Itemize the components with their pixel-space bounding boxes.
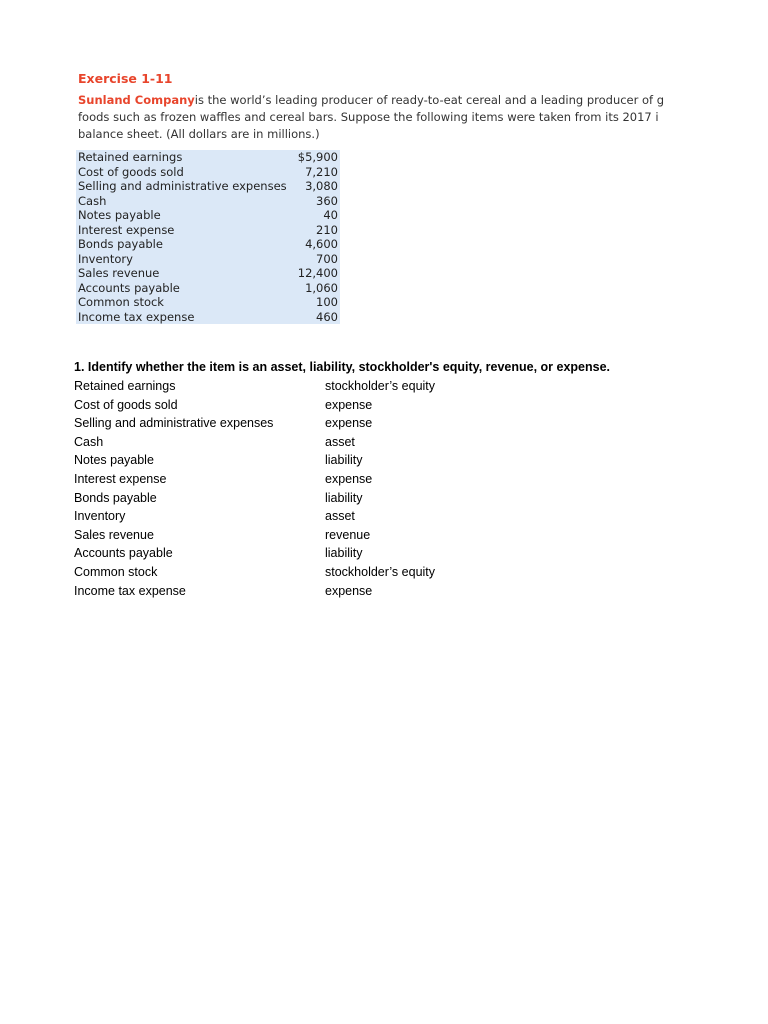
answer-classification: stockholder’s equity	[325, 379, 436, 393]
answer-item: Selling and administrative expenses	[74, 416, 274, 431]
answer-row	[74, 414, 474, 433]
item-label: Accounts payable	[78, 280, 180, 295]
answer-item: Notes payable	[74, 453, 154, 468]
items-table	[76, 150, 340, 324]
table-row	[76, 179, 340, 194]
item-amount: 40	[323, 208, 338, 222]
intro-line-3: balance sheet. (All dollars are in millions.)	[78, 127, 320, 141]
items-table-body	[76, 150, 340, 324]
table-row	[76, 223, 340, 238]
intro-line-1	[78, 92, 664, 109]
item-label: Income tax expense	[78, 309, 195, 324]
table-row	[76, 165, 340, 180]
answer-classification: liability	[325, 490, 363, 505]
table-row	[76, 208, 340, 223]
table-row	[76, 237, 340, 252]
item-label: Bonds payable	[78, 237, 163, 251]
item-label: Common stock	[78, 295, 164, 309]
answer-row	[74, 563, 474, 582]
answer-row	[74, 470, 474, 489]
item-label: Selling and administrative expenses	[78, 179, 287, 193]
exercise-title: Exercise 1-11	[78, 71, 173, 86]
answer-item: Retained earnings	[74, 379, 176, 393]
answer-row	[74, 507, 474, 526]
item-amount: 3,080	[305, 179, 338, 193]
item-amount: 210	[316, 222, 338, 237]
table-row	[76, 194, 340, 209]
item-label: Inventory	[78, 251, 133, 266]
answer-item: Accounts payable	[74, 546, 173, 561]
answer-classification: expense	[325, 397, 373, 412]
answer-classification: revenue	[325, 527, 371, 542]
table-row	[76, 281, 340, 296]
company-name: Sunland Company	[78, 93, 195, 107]
answer-classification: liability	[325, 546, 363, 561]
answer-item: Bonds payable	[74, 490, 157, 505]
item-label: Cost of goods sold	[78, 164, 184, 179]
answer-item: Interest expense	[74, 471, 167, 486]
intro-text-1: is the world’s leading producer of ready-to-eat cereal and a leading producer of g	[194, 93, 664, 107]
answer-classification: stockholder’s equity	[325, 564, 436, 579]
answer-classification: asset	[325, 434, 355, 449]
item-label: Notes payable	[78, 208, 161, 222]
item-amount: $5,900	[297, 150, 338, 164]
item-amount: 1,060	[305, 280, 338, 295]
answer-item: Common stock	[74, 564, 158, 579]
intro-line-2: foods such as frozen waffles and cereal bars. Suppose the following items were taken from its 2017 i	[78, 110, 659, 124]
exercise-intro	[78, 92, 664, 143]
answer-item: Income tax expense	[74, 583, 186, 598]
item-label: Cash	[78, 193, 107, 208]
answer-classification: expense	[325, 583, 373, 598]
answer-classification: expense	[325, 416, 373, 431]
question-heading: 1. Identify whether the item is an asset, liability, stockholder's equity, revenue, or expense.	[74, 360, 611, 374]
item-label: Retained earnings	[78, 150, 183, 164]
item-amount: 100	[316, 295, 338, 309]
answer-row	[74, 582, 474, 601]
table-row	[76, 310, 340, 325]
answer-item: Cash	[74, 434, 104, 449]
table-row	[76, 150, 340, 165]
table-row	[76, 266, 340, 281]
answer-row	[74, 451, 474, 470]
answer-item: Sales revenue	[74, 527, 154, 542]
answer-classification: liability	[325, 453, 363, 468]
table-row	[76, 252, 340, 267]
answer-item: Inventory	[74, 509, 126, 524]
answer-row	[74, 377, 474, 396]
answer-classification: expense	[325, 471, 373, 486]
table-row	[76, 295, 340, 310]
answer-item: Cost of goods sold	[74, 397, 178, 412]
item-label: Interest expense	[78, 222, 175, 237]
answer-row	[74, 544, 474, 563]
answer-classification: asset	[325, 509, 355, 524]
item-amount: 7,210	[305, 164, 338, 179]
answer-row	[74, 433, 474, 452]
answer-row	[74, 396, 474, 415]
answer-row	[74, 526, 474, 545]
answer-row	[74, 489, 474, 508]
item-amount: 12,400	[297, 266, 338, 280]
item-amount: 360	[316, 193, 338, 208]
item-amount: 700	[316, 251, 338, 266]
item-amount: 460	[316, 309, 338, 324]
item-label: Sales revenue	[78, 266, 160, 280]
answers-list	[74, 377, 474, 600]
item-amount: 4,600	[305, 237, 338, 251]
